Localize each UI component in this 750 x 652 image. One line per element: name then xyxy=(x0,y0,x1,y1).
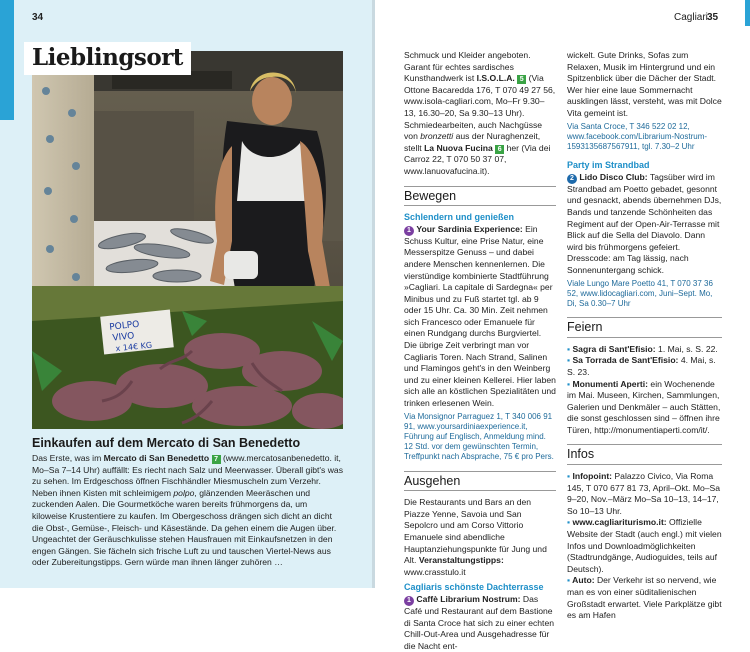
map-badge-6: 6 xyxy=(495,145,504,154)
feiern-item: ▪ Sagra di Sant'Efisio: 1. Mai, s. S. 22. xyxy=(567,343,718,354)
lido-info: Viale Lungo Mare Poetto 41, T 070 37 36 52, www.lidocagliari.com, Juni–Sept. Mo, Di, Sa 0.30–7 Uhr xyxy=(567,278,713,308)
listing-badge-1: 1 xyxy=(404,226,414,236)
listing-badge-2: 2 xyxy=(567,174,577,184)
infos-item: ▪ Auto: Der Verkehr ist so nervend, wie man es von einer süditalienischen Großstadt erwartet. Viele Parkplätze gibt es am Hafen xyxy=(567,575,722,621)
page-spine xyxy=(372,0,375,588)
market-photo-illustration xyxy=(32,51,343,429)
section-bewegen: Bewegen xyxy=(404,186,556,207)
map-badge-5: 5 xyxy=(517,75,526,84)
sub-schlendern: Schlendern und genießen xyxy=(404,212,515,223)
infos-item: ▪ Infopoint: Palazzo Civico, Via Roma 145, T 070 677 81 73, April–Okt. Mo–Sa 9–20, Nov.–März Mo–Sa 10–13, 14–17, So 10–13 Uhr. xyxy=(567,471,721,516)
chapter-tab-left xyxy=(0,0,14,120)
col1-intro: Schmuck und Kleider angeboten. Garant für echtes sardisches Kunsthandwerk ist I.S.O.L.A. 5 (Via Ottone Bacaredda 176, T 070 49 27 56, www.isola-cagliari.com, Mo–Fr 9.30–13, 16.30–20, Sa 9.30–13 Uhr). Schmiedearbeiten, auch Nachgüsse von bronzetti aus der Nuraghenzeit, stellt La Nuova Fucina 6 her (Via dei Carroz 22, T 070 50 37 07, www.lanuovafucina.it). xyxy=(404,50,556,176)
section-feiern: Feiern xyxy=(567,317,722,338)
market-name: Mercato di San Benedetto xyxy=(103,453,210,463)
feiern-item: ▪ Sa Torrada de Sant'Efisio: 4. Mai, s. S. 23. xyxy=(567,355,716,377)
page-number-left: 34 xyxy=(32,12,44,23)
right-column-1: Schmuck und Kleider angeboten. Garant für echtes sardisches Kunsthandwerk ist I.S.O.L.A. 5 (Via Ottone Bacaredda 176, T 070 49 27 56, www.isola-cagliari.com, Mo–Fr 9.30–13, 16.30–20, Sa 9.30–13 Uhr). Schmiedearbeiten, auch Nachgüsse von bronzetti aus der Nuraghenzeit, stellt La Nuova Fucina 6 her (Via dei Carroz 22, T 070 50 37 07, www.lanuovafucina.it). Bewegen Schlendern und genießen 1 Your Sardinia Experience: Ein Schuss Kultur, eine Prise Natur, eine Messerspitze Genuss – und dabei andere Menschen kennenlernen. Die vierstündige kombinierte Stadtführung »Cagliari. La capitale di Sardegna« per Minibus und zu Fuß startet tgl. ab 9 oder 15 Uhr. Ca. 30 Min. Zeit nehmen sich Francesco oder Emanuele für einen Rundgang durchs Burgviertel. Die übrige Zeit verbringt man vor Cagliaris Toren. Nach Strand, Salinen und Flamingos geht's in den Weinberg und zu einer kleinen Kellerei. Hier laben sich alle an köstlichen Spezialitäten und trinken erlesenen Wein. Via Monsignor Parraguez 1, T 340 006 91 91, www.yoursardiniaexperience.it, Führung auf Englisch, Anmeldung mind. 12 Std. vor dem gewünschten Termin, Treffpunkt nach Absprache, 75 € pro Pers. Ausgehen Die Restaurants und Bars an den Piazze Yenne, Savoia und San Sepolcro und am Corso Vittorio Emanuele sind abendliche Hauptanziehungspunkte für Jung und Alt. Veranstaltungstipps: www.crasstulo.it Cagliaris schönste Dachterrasse 1 Caffè Librarium Nostrum: Das Café und Restaurant auf dem Bastione di Santa Croce hat sich zu einer echten Chill-Out-Area und Ausgehadresse für die Nacht ent- xyxy=(404,50,556,651)
sub-dachterrasse: Cagliaris schönste Dachterrasse xyxy=(404,582,544,593)
right-column-2: wickelt. Gute Drinks, Sofas zum Relaxen, Musik im Hintergrund und ein Spitzenblick über die Dächer der Stadt. Wer hier eine laue Sommernacht ausklingen lässt, versteht, was mit Dolce Vita gemeint ist. Via Santa Croce, T 346 522 02 12, www.facebook.com/Librarium-Nostrum-159313568756791​1, tgl. 7.30–2 Uhr Party im Strandbad 2 Lido Disco Club: Tagsüber wird im Strandbad am Poetto gebadet, gesonnt und gesnackt, abends übernehmen DJs, Bands und tanzende Schönheiten das Regiment auf der Open-Air-Terrasse mit Blick auf die Sella del Diavolo. Dann wird bis frühmorgens gefeiert. Dresscode: am Tag lässig, nach Sonnenuntergang schick. Viale Lungo Mare Poetto 41, T 070 37 36 52, www.lidocagliari.com, Juni–Sept. Mo, Di, Sa 0.30–7 Uhr Feiern ▪ Sagra di Sant'Efisio: 1. Mai, s. S. 22. ▪ Sa Torrada de Sant'Efisio: 4. Mai, s. S. 23. ▪ Monumenti Aperti: ein Wochenende im Mai. Museen, Kirchen, Sammlungen, Galerien und Denkmäler – auch Stätten, die sonst geschlossen sind – öffnen ihre Türen, http://monumentiaperti.com/it/. Infos ▪ Infopoint: Palazzo Civico, Via Roma 145, T 070 677 81 73, April–Okt. Mo–Sa 9–20, Nov.–März Mo–Sa 10–13, 14–17, So 10–13 Uhr. ▪ www.cagliariturismo.it: Offizielle Website der Stadt (auch engl.) mit vielen Infos und Downloadmöglichkeiten (Stadtrundgänge, Audioguides, teils auf Deutsch). ▪ Auto: Der Verkehr ist so nervend, wie man es von einer süditalienischen Großstadt erwartet. Viele Parkplätze gibt es am Hafen xyxy=(567,50,722,621)
caption-body: Das Erste, was im Mercato di San Benedetto 7 (www.mercatosanbenedetto. it, Mo–Sa 7–14 Uhr) auffällt: Es riecht nach Salz und Meerwasser. Überall gibt's was zu sehen. Im Erdgeschoss öffnen Fischhändler Miesmuscheln zum Verzehr. Neben ihnen Kisten mit schleimigem polpo, glänzenden Meeräschen und zuckenden Aalen. Die Gourmetköche waren bereits frühmorgens da, um kiloweise Krustentiere zu kaufen. Im Obergeschoss drängen sich dicht an dicht die Obst-, Gemüse-, Fleisch- und Käsestände. Da gehen einem die Augen über. Ungeachtet der Geräuschkulisse stehen Hausfrauen mit Einkaufsnetzen in den engen Gängen. Sie fächeln sich frische Luft zu und tauschen Viertel-News aus oder Zubereitungstipps. Gern würde man ihnen länger zuhören … xyxy=(32,453,344,568)
listing-badge-caffe: 1 xyxy=(404,596,414,606)
page-section-label: Cagliari xyxy=(674,12,708,23)
market-photo xyxy=(32,51,343,429)
map-badge-7: 7 xyxy=(212,455,221,464)
experience-info: Via Monsignor Parraguez 1, T 340 006 91 91, www.yoursardiniaexperience.it, Führung auf Englisch, Anmeldung mind. 12 Std. vor dem gewünschten Termin, Treffpunkt nach Absprache, 75 € pro Pers. xyxy=(404,411,554,462)
section-ausgehen: Ausgehen xyxy=(404,471,556,492)
page-number-right: 35 xyxy=(707,12,719,23)
caffe-info: Via Santa Croce, T 346 522 02 12, www.facebook.com/Librarium-Nostrum-159313568756791​1, tgl. 7.30–2 Uhr xyxy=(567,121,708,151)
feiern-item: ▪ Monumenti Aperti: ein Wochenende im Mai. Museen, Kirchen, Sammlungen, Galerien und Denkmäler – auch Stätten, die sonst geschlossen sind – öffnen ihre Türen, http://monumentiaperti.com/it/. xyxy=(567,378,721,435)
chapter-tab-right xyxy=(745,0,750,26)
section-infos: Infos xyxy=(567,444,722,465)
sub-party: Party im Strandbad xyxy=(567,160,650,171)
infos-item: ▪ www.cagliariturismo.it: Offizielle Website der Stadt (auch engl.) mit vielen Infos und Downloadmöglichkeiten (Stadtrundgänge, Audioguides, teils auf Deutsch). xyxy=(567,517,722,574)
page-title: Lieblingsort xyxy=(24,42,191,75)
caption-heading: Einkaufen auf dem Mercato di San Benedetto xyxy=(32,436,301,450)
